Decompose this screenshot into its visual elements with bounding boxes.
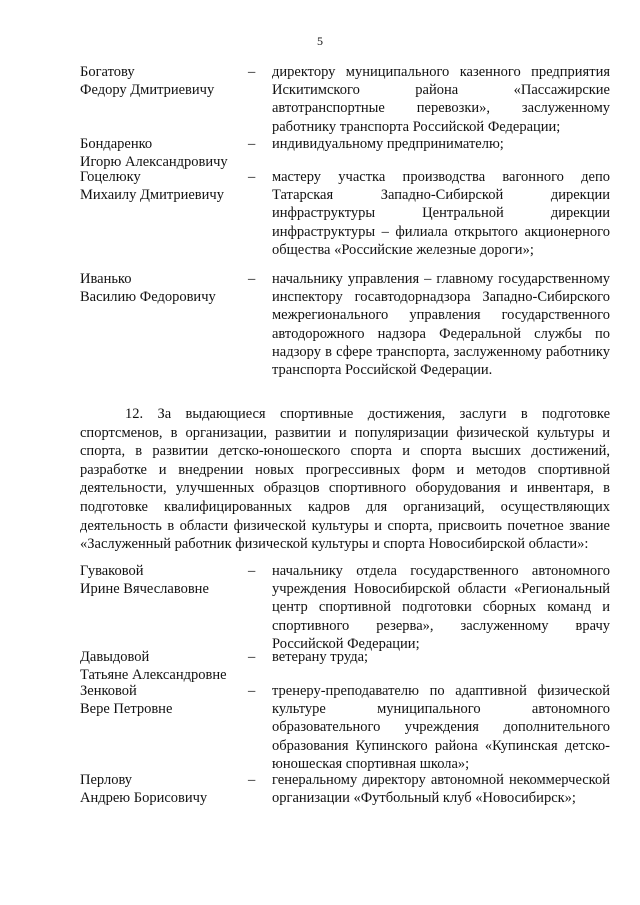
entry-dash: – [248,64,256,80]
entry-dash: – [248,772,256,788]
recipient-given-name: Федору Дмитриевичу [80,82,215,99]
recipient-given-name: Татьяне Александровне [80,667,227,684]
recipient-name [80,771,250,807]
entry-dash: – [248,136,256,152]
recipient-position: мастеру участка производства вагонного депо Татарская Западно-Сибирской дирекции инфраструктуры Центральной дирекции инфраструктуры – филиала открытого акционерного общества «Российские железные дороги»; [272,169,610,258]
entry-dash: – [248,683,256,699]
recipient-given-name: Ирине Вячеславовне [80,581,209,598]
recipient-surname: Давыдовой [80,649,150,665]
recipient-position: начальнику управления – главному государственному инспектору госавтодорнадзора Западно-Сибирского межрегионального управления государственного автодорожного надзора Федеральной службы по надзору в сфере транспорта, заслуженному работнику транспорта Российской Федерации. [272,271,610,379]
recipient-name [80,562,250,598]
recipient-surname: Бондаренко [80,136,153,152]
page-number: 5 [317,34,323,48]
recipient-name [80,270,250,306]
recipient-name [80,135,250,171]
recipient-position: тренеру-преподавателю по адаптивной физической культуре муниципального автономного образовательного учреждения дополнительного образования Купинского района «Купинская детско-юношеская спортивная школа»; [272,683,610,772]
entry-dash: – [248,649,256,665]
entry-dash: – [248,271,256,287]
recipient-surname: Иванько [80,271,132,287]
recipient-position: начальнику отдела государственного автономного учреждения Новосибирской области «Региональный центр спортивной подготовки сборных команд и спортивного резерва», заслуженному врачу Российской Федерации; [272,563,610,652]
recipient-surname: Богатову [80,64,135,80]
recipient-given-name: Василию Федоровичу [80,289,216,306]
recipient-surname: Зенковой [80,683,137,699]
recipient-name [80,648,250,684]
entry-dash: – [248,169,256,185]
recipient-given-name: Андрею Борисовичу [80,790,208,807]
recipient-name [80,168,250,204]
recipient-position: генеральному директору автономной некоммерческой организации «Футбольный клуб «Новосибирск»; [272,772,610,807]
recipient-position: ветерану труда; [272,649,369,665]
entry-dash: – [248,563,256,579]
recipient-surname: Перлову [80,772,133,788]
recipient-given-name: Игорю Александровичу [80,154,228,171]
recipient-position: директору муниципального казенного предприятия Искитимского района «Пассажирские автотранспортные перевозки», заслуженному работнику транспорта Российской Федерации; [272,64,610,135]
recipient-name [80,682,250,718]
recipient-name [80,63,250,99]
paragraph-12: 12. За выдающиеся спортивные достижения, заслуги в подготовке спортсменов, в организации, развитии и популяризации физической культуры и спорта, в развитии детско-юношеского спорта и спорта высших достижений, разработке и внедрении новых прогрессивных форм и методов спортивной деятельности, улучшенных образцов спортивного оборудования и инвентаря, в подготовке квалифицированных кадров для организаций, осуществляющих деятельность в области физической культуры и спорта, присвоить почетное звание «Заслуженный работник физической культуры и спорта Новосибирской области»: [80,406,610,553]
recipient-surname: Гуваковой [80,563,144,579]
recipient-position: индивидуальному предпринимателю; [272,136,504,152]
recipient-given-name: Вере Петровне [80,701,173,718]
recipient-surname: Гоцелюку [80,169,141,185]
recipient-given-name: Михаилу Дмитриевичу [80,187,224,204]
